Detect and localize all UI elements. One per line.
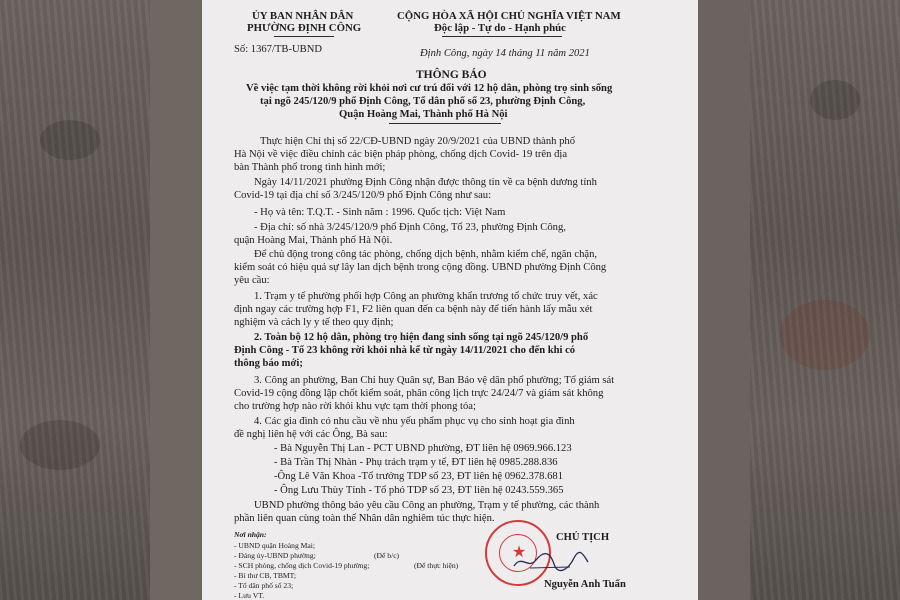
notice-subtitle-3: Quận Hoàng Mai, Thành phố Hà Nội: [339, 109, 508, 120]
contact-line: -Ông Lê Văn Khoa -Tổ trưởng TDP số 23, ĐT liên hệ 0962.378.681: [274, 471, 564, 482]
seal-star-icon: ★: [511, 544, 527, 561]
body-line: kiểm soát có hiệu quả sự lây lan dịch bệnh trong cộng đồng. UBND phường Định Công: [234, 262, 607, 273]
notice-document: [150, 0, 750, 600]
body-line: Hà Nội về việc điều chỉnh các biện pháp phòng, chống dịch Covid- 19 trên địa: [234, 149, 568, 160]
body-line: 3. Công an phường, Ban Chỉ huy Quân sự, Ban Bảo vệ dân phố phường; Tổ giám sát: [254, 375, 615, 386]
body-line: định ngay các trường hợp F1, F2 liên quan đến ca bệnh này để tiến hành lấy mẫu xét: [234, 304, 593, 315]
contact-line: - Ông Lưu Thùy Tỉnh - Tổ phó TDP số 23, ĐT liên hệ 0243.559.365: [274, 485, 564, 496]
wall-stain: [780, 300, 870, 370]
body-line: quận Hoàng Mai, Thành phố Hà Nội.: [234, 235, 393, 246]
wall-left: [0, 0, 150, 600]
recipient-note: (Để thực hiện): [414, 561, 459, 570]
wall-stain: [20, 420, 100, 470]
title-underline: [389, 123, 501, 124]
notice-subtitle-1: Về việc tạm thời không rời khỏi nơi cư trú đối với 12 hộ dân, phòng trọ sinh sống: [246, 83, 613, 94]
wall-stain: [40, 120, 100, 160]
wall-stain: [810, 80, 860, 120]
signer-name: Nguyễn Anh Tuấn: [544, 579, 626, 590]
nation-line2: Độc lập - Tự do - Hạnh phúc: [434, 22, 566, 34]
wall-texture: [0, 0, 150, 600]
org-name-line1: ỦY BAN NHÂN DÂN: [252, 10, 354, 22]
recipient-note: (Để b/c): [374, 551, 400, 560]
recipient-item: - UBND quận Hoàng Mai;: [234, 541, 315, 550]
wall-right: [750, 0, 900, 600]
body-line: Covid-19 tại địa chỉ số 3/245/120/9 phố Định Công như sau:: [234, 190, 492, 201]
body-line: Thực hiện Chỉ thị số 22/CĐ-UBND ngày 20/9/2021 của UBND thành phố: [260, 136, 575, 147]
body-line: - Địa chỉ: số nhà 3/245/120/9 phố Định Công, Tổ 23, phường Định Công,: [254, 222, 566, 233]
paper-sheet: [202, 0, 698, 600]
contact-line: - Bà Trần Thị Nhàn - Phụ trách trạm y tế, ĐT liên hệ 0985.288.836: [274, 457, 558, 468]
body-line-emphasis: 2. Toàn bộ 12 hộ dân, phòng trọ hiện đang sinh sống tại ngõ 245/120/9 phố: [254, 332, 589, 343]
recipient-item: - SCH phòng, chống dịch Covid-19 phường;: [234, 561, 370, 570]
recipient-item: - Đảng ủy-UBND phường;: [234, 551, 316, 560]
body-line: Ngày 14/11/2021 phường Định Công nhận được thông tin về ca bệnh dương tính: [254, 177, 597, 188]
body-line: 4. Các gia đình có nhu cầu về nhu yếu phẩm phục vụ cho sinh hoạt gia đình: [254, 416, 575, 427]
body-line: UBND phường thông báo yêu cầu Công an phường, Trạm y tế phường, các thành: [254, 500, 600, 511]
body-line: nghiệm và cách ly y tế theo quy định;: [234, 317, 394, 328]
body-line: 1. Trạm y tế phường phối hợp Công an phường khẩn trương tổ chức truy vết, xác: [254, 291, 598, 302]
document-number: Số: 1367/TB-UBND: [234, 44, 322, 55]
body-line-emphasis: Định Công - Tổ 23 không rời khỏi nhà kể từ ngày 14/11/2021 cho đến khi có: [234, 345, 576, 356]
recipients-heading: Nơi nhận:: [234, 530, 267, 539]
recipient-item: - Lưu VT.: [234, 591, 265, 600]
body-line: Để chủ động trong công tác phòng, chống dịch bệnh, nhằm kiểm chế, ngăn chặn,: [254, 249, 598, 260]
nation-underline: [442, 36, 562, 37]
org-name-line2: PHƯỜNG ĐỊNH CÔNG: [247, 22, 362, 34]
body-line: - Họ và tên: T.Q.T. - Sinh năm : 1996. Quốc tịch: Việt Nam: [254, 207, 506, 218]
body-line: bàn Thành phố trong tình hình mới;: [234, 162, 386, 173]
recipient-item: - Tổ dân phố số 23;: [234, 581, 294, 590]
body-line: đề nghị liên hệ với các Ông, Bà sau:: [234, 429, 388, 440]
nation-line1: CỘNG HÒA XÃ HỘI CHỦ NGHĨA VIỆT NAM: [397, 10, 621, 22]
body-line: yêu cầu:: [234, 275, 270, 286]
notice-subtitle-2: tại ngõ 245/120/9 phố Định Công, Tổ dân phố số 23, phường Định Công,: [260, 96, 586, 107]
body-line-emphasis: thông báo mới;: [234, 358, 303, 369]
body-line: phần liên quan cùng toàn thể Nhân dân nghiêm túc thực hiện.: [234, 513, 495, 524]
issue-date: Định Công, ngày 14 tháng 11 năm 2021: [420, 48, 590, 59]
org-underline: [274, 36, 334, 37]
body-line: cho trường hợp nào rời khỏi khu vực tạm thời phong tỏa;: [234, 401, 476, 412]
handwritten-signature: [510, 548, 590, 574]
body-line: Covid-19 cộng đồng lập chốt kiểm soát, phân công lịch trực 24/24/7 và giám sát không: [234, 388, 604, 399]
recipient-item: - Bí thư CB, TBMT;: [234, 571, 296, 580]
notice-title: THÔNG BÁO: [416, 69, 487, 81]
signer-role: CHỦ TỊCH: [556, 532, 610, 543]
contact-line: - Bà Nguyễn Thị Lan - PCT UBND phường, ĐT liên hệ 0969.966.123: [274, 443, 572, 454]
